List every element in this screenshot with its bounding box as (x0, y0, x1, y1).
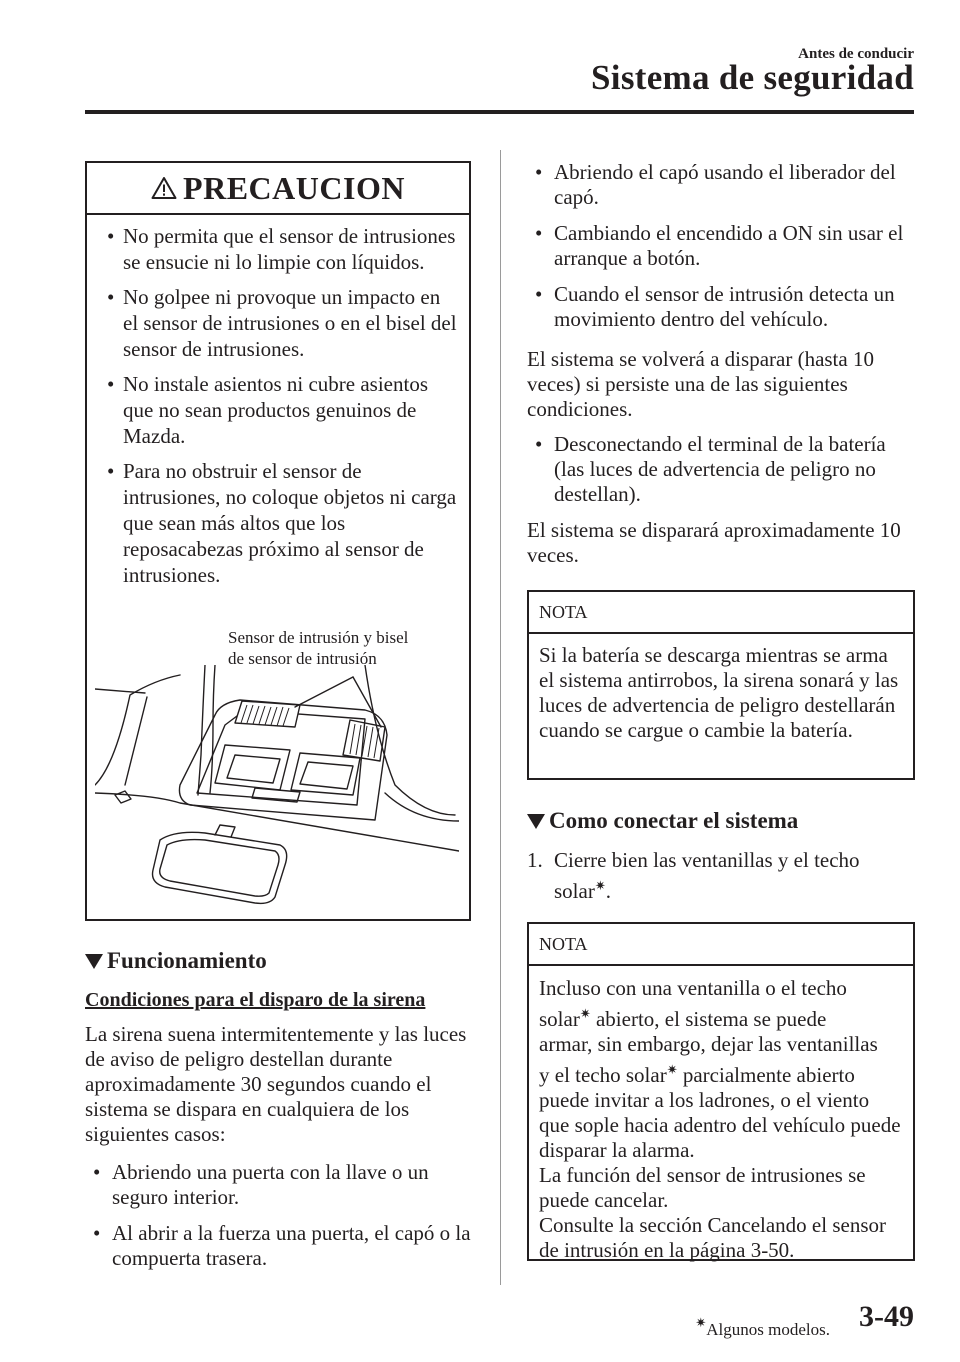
caution-item: • Para no obstruir el sensor de intrusiones, no coloque objetos ni carga que sean más altos que los reposacabezas próximo al sensor de intrusiones. (107, 458, 459, 588)
list-item: • Desconectando el terminal de la batería (las luces de advertencia de peligro no destellan). (527, 432, 917, 507)
star-marker-icon: ✷ (695, 1315, 707, 1330)
section-heading-conectar: Como conectar el sistema (527, 808, 798, 834)
note-text: Si la batería se descarga mientras se arma el sistema antirrobos, la sirena sonará y las luces de advertencia de peligro destellarán cuando se cargue o cambie la batería. (539, 643, 899, 742)
caution-item: • No instale asientos ni cubre asientos que no sean productos genuinos de Mazda. (107, 371, 459, 449)
list-item: • Cuando el sensor de intrusión detecta un movimiento dentro del vehículo. (527, 282, 917, 332)
caution-item: • No permita que el sensor de intrusiones se ensucie ni lo limpie con líquidos. (107, 223, 459, 275)
bullet-list-right (527, 160, 917, 343)
page-number: 3-49 (859, 1300, 914, 1333)
note-box-battery (527, 590, 915, 780)
note-box-windows (527, 922, 915, 1261)
paragraph-approx: El sistema se disparará aproximadamente 10 veces. (527, 518, 901, 567)
step-text-line1: Cierre bien las ventanillas y el techo (554, 848, 860, 872)
chapter-label: Antes de conducir (798, 46, 914, 62)
list-item: • Al abrir a la fuerza una puerta, el capó o la compuerta trasera. (85, 1221, 475, 1271)
illustration-label: Sensor de intrusión y bisel de sensor de intrusión (228, 628, 409, 668)
caution-item: • No golpee ni provoque un impacto en el sensor de intrusiones o en el bisel del sensor de intrusiones. (107, 284, 459, 362)
paragraph-sirena: La sirena suena intermitentemente y las luces de aviso de peligro destellan durante aproximadamente 30 segundos cuando el sistema se dispara en cualquiera de los siguientes casos: (85, 1022, 467, 1146)
list-item: • Abriendo el capó usando el liberador del capó. (527, 160, 917, 210)
overhead-console-illustration (95, 665, 459, 910)
section-heading-funcionamiento: Funcionamiento (85, 948, 267, 974)
note-text: Incluso con una ventanilla o el techo solar✷ abierto, el sistema se puede armar, sin embargo, dejar las ventanillas y el techo solar✷ parcialmente abierto puede invitar a los ladrones, o el viento que sople hacia adentro del vehículo puede disparar la alarma. La función del sensor de intrusiones se puede cancelar. Consulte la sección Cancelando el sensor de intrusión en la página 3-50. (539, 976, 901, 1262)
bullet-list-left (85, 1160, 475, 1282)
star-marker-icon: ✷ (579, 1006, 591, 1021)
footer-note: ✷Algunos modelos. (695, 1315, 830, 1339)
subheading-sirena: Condiciones para el disparo de la sirena (85, 989, 426, 1011)
caution-title: PRECAUCION (183, 169, 405, 206)
paragraph-repeat: El sistema se volverá a disparar (hasta 10 veces) si persiste una de las siguientes condiciones. (527, 347, 874, 421)
bullet-list-repeat (527, 432, 917, 518)
step-1: 1. Cierre bien las ventanillas y el techo solar✷. (527, 848, 860, 903)
star-marker-icon: ✷ (594, 878, 606, 893)
header-rule (85, 110, 914, 114)
star-marker-icon: ✷ (666, 1062, 678, 1077)
list-item: • Abriendo una puerta con la llave o un seguro interior. (85, 1160, 475, 1210)
triangle-marker-icon (527, 814, 545, 829)
list-item: • Cambiando el encendido a ON sin usar el arranque a botón. (527, 221, 917, 271)
note-label: NOTA (529, 592, 913, 634)
column-divider (500, 150, 501, 1285)
warning-icon (151, 176, 177, 200)
caution-header (87, 163, 469, 215)
caution-list (87, 215, 469, 588)
triangle-marker-icon (85, 954, 103, 969)
note-label: NOTA (529, 924, 913, 966)
step-text-line2: solar (554, 879, 595, 903)
step-number: 1. (527, 848, 543, 872)
page-title: Sistema de seguridad (591, 58, 914, 97)
